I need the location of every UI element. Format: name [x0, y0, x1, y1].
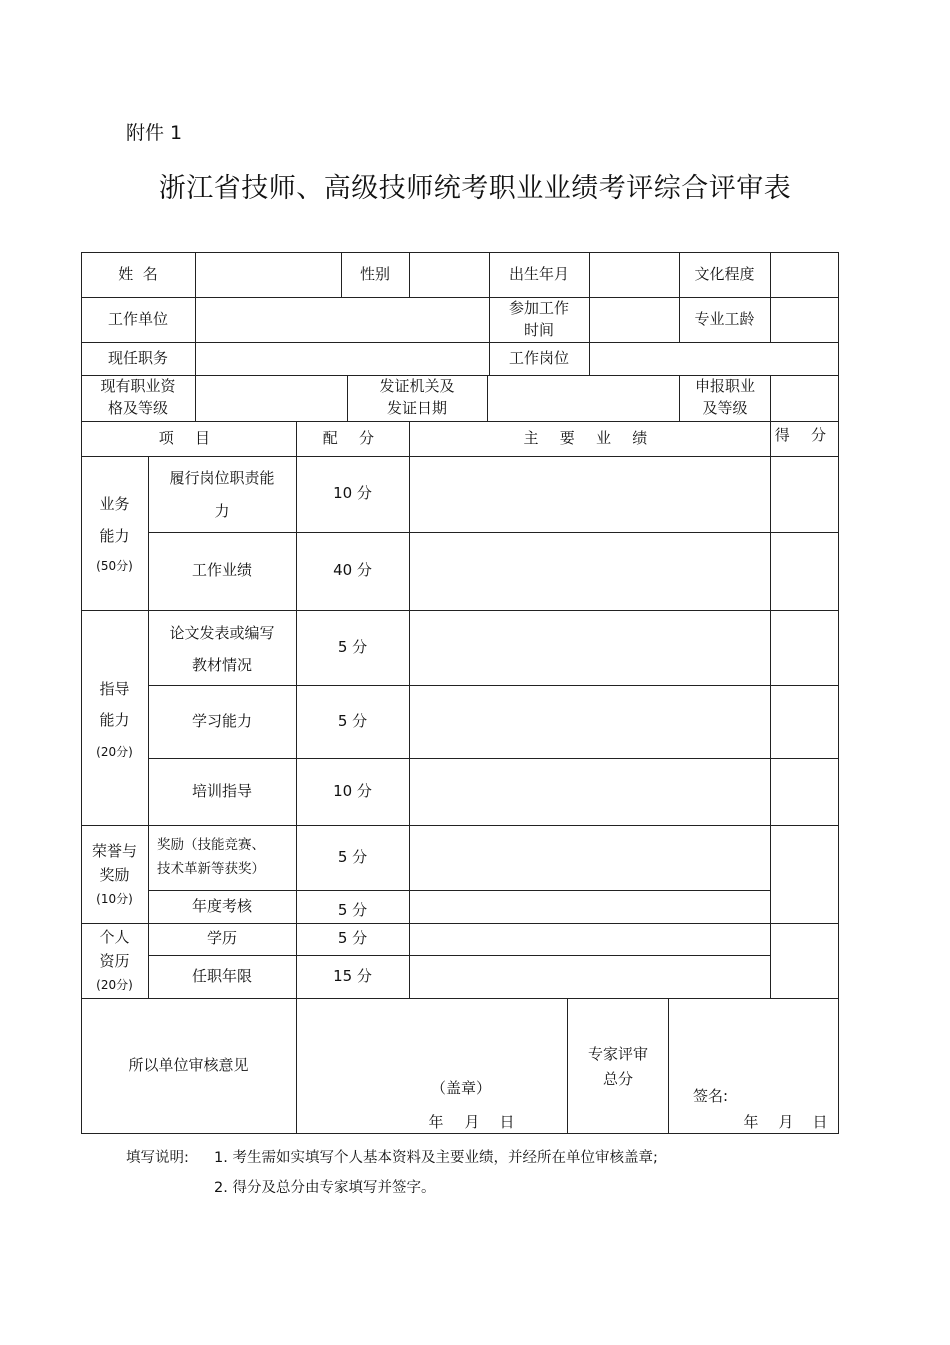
item-tenure-years: 任职年限: [191, 966, 252, 985]
instruction-item: 1. 考生需如实填写个人基本资料及主要业绩，并经所在单位审核盖章;: [214, 1150, 658, 1166]
group-guidance-total: (20分): [96, 745, 133, 760]
grid-line: [195, 375, 196, 421]
item-header: 项 目: [158, 428, 219, 447]
points-header: 配 分: [322, 428, 383, 447]
grid-line: [409, 252, 410, 297]
seal-label: （盖章）: [430, 1079, 491, 1098]
instructions-label: 填写说明:: [126, 1150, 189, 1166]
grid-line: [487, 375, 488, 421]
work-unit-label: 工作单位: [107, 309, 168, 328]
score-header: 得 分: [774, 425, 835, 444]
instruction-item: 2. 得分及总分由专家填写并签字。: [214, 1180, 436, 1196]
points-learning-ability: 5 分: [337, 711, 368, 730]
item-papers-textbooks: 论文发表或编写: [169, 624, 275, 643]
gender-label: 性别: [359, 264, 390, 283]
points-papers-textbooks: 5 分: [337, 637, 368, 656]
item-learning-ability: 学习能力: [191, 711, 252, 730]
expert-date-month: 月: [778, 1113, 794, 1132]
start-work-label: 参加工作时间: [508, 298, 569, 339]
points-duty-ability: 10 分: [333, 484, 372, 503]
current-qualification-label: 现有职业资格及等级: [100, 377, 176, 417]
item-papers-textbooks-line2: 教材情况: [191, 656, 252, 675]
item-duty-ability-line2: 力: [214, 502, 230, 521]
grid-line: [770, 252, 771, 342]
item-awards: 奖励（技能竞赛、: [157, 837, 265, 854]
grid-line: [770, 375, 771, 421]
grid-line: [347, 375, 348, 421]
unit-date-day: 日: [499, 1113, 515, 1132]
group-honors-awards: 荣誉与: [91, 842, 137, 861]
item-duty-ability: 履行岗位职责能: [169, 469, 275, 488]
group-personal-qualifications: 个人: [99, 928, 130, 947]
group-personal-total: (20分): [96, 978, 133, 993]
item-work-performance: 工作业绩: [191, 561, 252, 580]
fill-instructions: [126, 1143, 658, 1203]
attachment-label: 附件 1: [126, 122, 183, 144]
expert-total-label-line2: 总分: [602, 1070, 633, 1089]
page-title: 浙江省技师、高级技师统考职业业绩考评综合评审表: [158, 173, 792, 204]
points-awards: 5 分: [337, 847, 368, 866]
group-personal-qualifications-line2: 资历: [99, 952, 130, 971]
grid-line: [81, 610, 839, 611]
grid-line: [679, 375, 680, 421]
grid-line: [770, 421, 771, 999]
unit-opinion-label: 所以单位审核意见: [128, 1056, 249, 1075]
issuer-label: 发证机关及发证日期: [379, 377, 455, 417]
group-honors-total: (10分): [96, 892, 133, 907]
birth-label: 出生年月: [508, 264, 569, 283]
item-training-guidance: 培训指导: [191, 781, 252, 800]
grid-line: [81, 456, 839, 457]
expert-date-day: 日: [812, 1113, 828, 1132]
name-label: 姓 名: [118, 264, 158, 283]
points-annual-assessment: 5 分: [337, 900, 368, 919]
expert-date-year: 年: [743, 1113, 759, 1132]
item-annual-assessment: 年度考核: [191, 896, 252, 915]
education-label: 文化程度: [694, 264, 755, 283]
achievements-header: 主 要 业 绩: [523, 428, 656, 447]
group-business-ability: 业务: [99, 495, 130, 514]
table-border-right: [838, 252, 839, 1134]
points-education-degree: 5 分: [337, 929, 368, 948]
instructions-spacer: [126, 1173, 214, 1203]
points-work-performance: 40 分: [333, 561, 372, 580]
apply-level-label: 申报职业及等级: [694, 377, 755, 417]
points-tenure-years: 15 分: [333, 966, 372, 985]
expert-total-label: 专家评审: [587, 1045, 648, 1064]
signature-label: 签名:: [693, 1087, 729, 1106]
points-training-guidance: 10 分: [333, 781, 372, 800]
grid-line: [668, 998, 669, 1134]
grid-line: [195, 252, 196, 375]
group-guidance-ability-line2: 能力: [99, 711, 130, 730]
group-business-ability-line2: 能力: [99, 527, 130, 546]
unit-date-year: 年: [428, 1113, 444, 1132]
grid-line: [589, 252, 590, 375]
group-business-total: (50分): [96, 559, 133, 574]
professional-years-label: 专业工龄: [694, 309, 755, 328]
group-honors-awards-line2: 奖励: [99, 866, 130, 885]
grid-line: [81, 825, 839, 826]
unit-date-month: 月: [464, 1113, 480, 1132]
grid-line: [409, 421, 410, 999]
item-education-degree: 学历: [206, 929, 237, 948]
review-form-table: [81, 252, 839, 1134]
job-post-label: 工作岗位: [508, 348, 569, 367]
current-position-label: 现任职务: [107, 348, 168, 367]
group-guidance-ability: 指导: [99, 680, 130, 699]
item-awards-line2: 技术革新等获奖）: [157, 861, 265, 878]
